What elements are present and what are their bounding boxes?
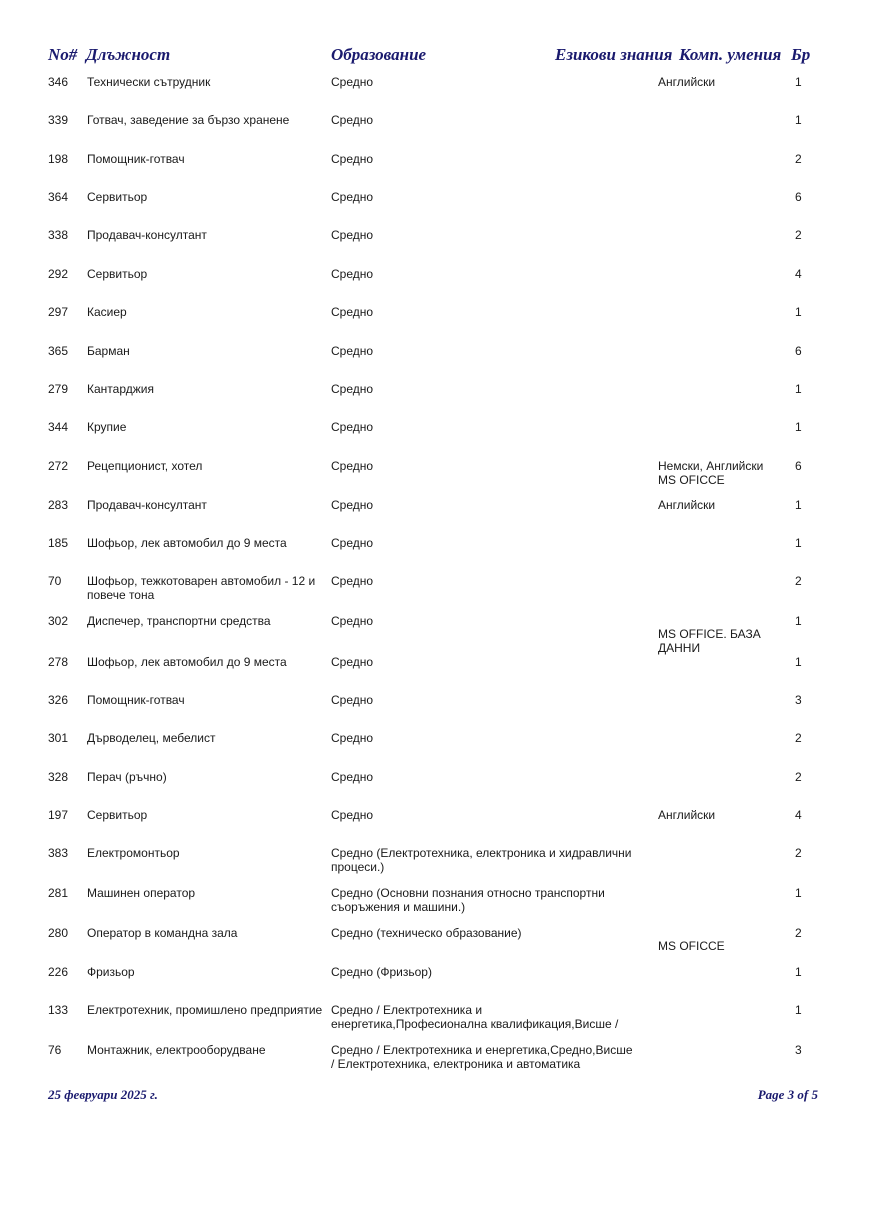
row-count: 1	[795, 305, 802, 319]
row-number: 326	[48, 693, 69, 707]
row-position: Електротехник, промишлено предприятие	[87, 1003, 323, 1017]
row-education: Средно / Електротехника и енергетика,Професионална квалификация,Висше /	[331, 1003, 619, 1031]
row-education: Средно (Основни познания относно транспортни съоръжения и машини.)	[331, 886, 605, 914]
row-position: Шофьор, лек автомобил до 9 места	[87, 655, 287, 669]
row-position: Крупие	[87, 420, 127, 434]
row-number: 302	[48, 614, 69, 628]
row-position: Сервитьор	[87, 267, 148, 281]
row-education: Средно (техническо образование)	[331, 926, 522, 940]
row-education: Средно (Фризьор)	[331, 965, 432, 979]
row-education: Средно	[331, 536, 374, 550]
row-position: Шофьор, тежкотоварен автомобил - 12 и повече тона	[87, 574, 316, 602]
row-number: 197	[48, 808, 69, 822]
row-count: 2	[795, 731, 802, 745]
header-education: Образование	[331, 45, 427, 64]
row-education: Средно	[331, 113, 374, 127]
header-count: Бр	[791, 45, 811, 64]
row-count: 1	[795, 113, 802, 127]
row-education: Средно	[331, 382, 374, 396]
row-count: 1	[795, 382, 802, 396]
row-position: Продавач-консултант	[87, 228, 207, 242]
row-number: 328	[48, 770, 69, 784]
row-number: 301	[48, 731, 69, 745]
row-count: 3	[795, 1043, 802, 1057]
row-count: 1	[795, 614, 802, 628]
row-position: Технически сътрудник	[87, 75, 211, 89]
row-number: 198	[48, 152, 69, 166]
row-number: 292	[48, 267, 69, 281]
row-position: Електромонтьор	[87, 846, 180, 860]
row-position: Диспечер, транспортни средства	[87, 614, 271, 628]
footer-page-number: Page 3 of 5	[757, 1087, 818, 1102]
row-number: 133	[48, 1003, 69, 1017]
row-education: Средно / Електротехника и енергетика,Средно,Висше / Електротехника, електроника и автоматика	[331, 1043, 633, 1071]
row-number: 272	[48, 459, 69, 473]
row-position: Перач (ръчно)	[87, 770, 167, 784]
row-position: Готвач, заведение за бързо хранене	[87, 113, 290, 127]
row-position: Фризьор	[87, 965, 135, 979]
row-position: Монтажник, електрооборудване	[87, 1043, 266, 1057]
row-position: Барман	[87, 344, 130, 358]
row-count: 4	[795, 808, 802, 822]
row-education: Средно	[331, 420, 374, 434]
row-count: 3	[795, 693, 802, 707]
row-count: 1	[795, 420, 802, 434]
row-number: 280	[48, 926, 69, 940]
header-no: No#	[48, 45, 78, 64]
row-education: Средно	[331, 305, 374, 319]
footer-date: 25 февруари 2025 г.	[48, 1087, 158, 1102]
row-position: Оператор в командна зала	[87, 926, 238, 940]
row-position: Машинен оператор	[87, 886, 196, 900]
row-count: 6	[795, 344, 802, 358]
skills-note: MS OFFICE. БАЗА ДАННИ	[658, 627, 761, 655]
row-education: Средно	[331, 731, 374, 745]
row-number: 365	[48, 344, 69, 358]
row-education: Средно	[331, 655, 374, 669]
skills-note: MS OFICCE	[658, 939, 725, 953]
row-count: 1	[795, 965, 802, 979]
row-number: 279	[48, 382, 69, 396]
row-count: 2	[795, 574, 802, 588]
row-number: 226	[48, 965, 69, 979]
row-computer-skills: MS OFICCE	[658, 473, 725, 487]
row-count: 2	[795, 152, 802, 166]
row-education: Средно	[331, 498, 374, 512]
header-languages: Езикови знания	[555, 45, 673, 64]
row-languages: Английски	[658, 498, 716, 512]
row-education: Средно	[331, 190, 374, 204]
row-count: 2	[795, 926, 802, 940]
row-position: Помощник-готвач	[87, 152, 185, 166]
row-number: 338	[48, 228, 69, 242]
row-position: Рецепционист, хотел	[87, 459, 203, 473]
header-position: Длъжност	[86, 45, 171, 64]
row-position: Сервитьор	[87, 808, 148, 822]
row-languages: Английски	[658, 75, 716, 89]
row-position: Кантарджия	[87, 382, 154, 396]
row-number: 278	[48, 655, 69, 669]
row-number: 364	[48, 190, 69, 204]
row-position: Касиер	[87, 305, 127, 319]
row-number: 339	[48, 113, 69, 127]
row-education: Средно	[331, 770, 374, 784]
row-languages: Немски, Английски	[658, 459, 764, 473]
row-number: 344	[48, 420, 69, 434]
row-education: Средно	[331, 693, 374, 707]
row-position: Шофьор, лек автомобил до 9 места	[87, 536, 287, 550]
row-count: 1	[795, 655, 802, 669]
row-education: Средно	[331, 152, 374, 166]
row-count: 4	[795, 267, 802, 281]
row-count: 1	[795, 886, 802, 900]
row-number: 283	[48, 498, 69, 512]
row-count: 2	[795, 770, 802, 784]
row-number: 346	[48, 75, 69, 89]
row-number: 185	[48, 536, 69, 550]
row-position: Продавач-консултант	[87, 498, 207, 512]
row-number: 76	[48, 1043, 62, 1057]
row-education: Средно	[331, 344, 374, 358]
header-computer-skills: Комп. умения	[679, 45, 782, 64]
row-count: 1	[795, 498, 802, 512]
row-languages: Английски	[658, 808, 716, 822]
row-education: Средно	[331, 808, 374, 822]
row-position: Помощник-готвач	[87, 693, 185, 707]
row-count: 2	[795, 846, 802, 860]
row-education: Средно	[331, 574, 374, 588]
row-education: Средно	[331, 228, 374, 242]
row-number: 297	[48, 305, 69, 319]
row-number: 383	[48, 846, 69, 860]
row-education: Средно	[331, 459, 374, 473]
row-education: Средно	[331, 267, 374, 281]
row-education: Средно (Електротехника, електроника и хидравлични процеси.)	[331, 846, 632, 874]
row-count: 1	[795, 75, 802, 89]
row-number: 281	[48, 886, 69, 900]
row-count: 1	[795, 536, 802, 550]
row-count: 1	[795, 1003, 802, 1017]
row-count: 6	[795, 190, 802, 204]
row-position: Сервитьор	[87, 190, 148, 204]
row-number: 70	[48, 574, 62, 588]
row-education: Средно	[331, 75, 374, 89]
row-count: 2	[795, 228, 802, 242]
row-count: 6	[795, 459, 802, 473]
row-education: Средно	[331, 614, 374, 628]
row-position: Дърводелец, мебелист	[87, 731, 216, 745]
